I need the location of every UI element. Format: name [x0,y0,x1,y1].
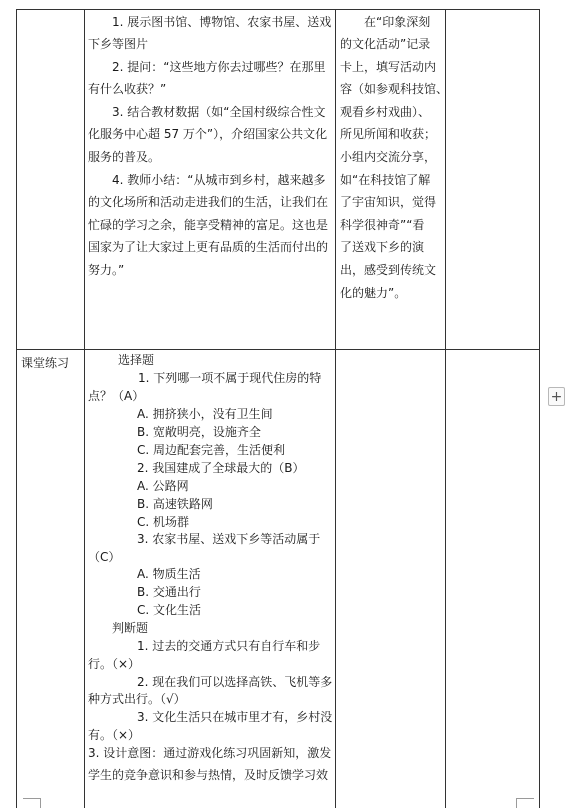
exercise-option: C. 周边配套完善，生活便利 [137,443,286,457]
section-label-classroom-practice: 课堂练习 [21,356,70,370]
teacher-text-line: 有什么收获？” [88,82,167,96]
teacher-text-line: 4. 教师小结：“从城市到乡村，越来越多 [112,173,326,187]
teacher-text-line: 国家为了让大家过上更有品质的生活而付出的 [88,240,329,254]
exercise-option: B. 交通出行 [137,585,201,599]
row-divider [16,349,540,350]
exercise-option: B. 高速铁路网 [137,497,213,511]
exercise-option: C. 文化生活 [137,603,202,617]
student-text-line: 化的魅力”。 [340,286,407,300]
table-top-border [16,9,540,10]
student-text-line: 在“印象深刻 [364,15,431,29]
student-text-line: 如“在科技馆了解 [340,173,431,187]
teacher-text-line: 2. 提问：“这些地方你去过哪些？在那里 [112,60,326,74]
exercise-line: 3. 农家书屋、送戏下乡等活动属于 [137,532,321,546]
plus-icon: + [550,388,563,405]
exercise-heading: 选择题 [118,353,155,367]
teacher-text-line: 3. 结合教材数据（如“全国村级综合性文 [112,105,326,119]
teacher-text-line: 化服务中心超 57 万个”），介绍国家公共文化 [88,127,328,141]
page-corner-mark [23,798,41,799]
teacher-text-line: 下乡等图片 [88,37,149,51]
student-text-line: 容（如参观科技馆、 [340,82,449,96]
exercise-line: 点？（A） [88,389,145,403]
teacher-text-line: 忙碌的学习之余，能享受精神的富足。这也是 [88,218,329,232]
exercise-line: 3. 文化生活只在城市里才有，乡村没 [137,710,333,724]
design-intent-line: 3. 设计意图：通过游戏化练习巩固新知，激发 [88,746,332,760]
exercise-option: B. 宽敞明亮，设施齐全 [137,425,261,439]
teacher-text-line: 的文化场所和活动走进我们的生活，让我们在 [88,195,329,209]
exercise-option: A. 公路网 [137,479,189,493]
column-divider-3 [445,9,446,808]
add-button[interactable] [548,387,565,406]
exercise-line: 种方式出行。（√） [88,692,186,706]
table-left-border [16,9,17,808]
column-divider-1 [84,9,85,808]
student-text-line: 小组内交流分享， [340,150,437,164]
student-text-line: 卡上，填写活动内 [340,60,437,74]
student-text-line: 了宇宙知识，觉得 [340,195,437,209]
page-corner-mark [40,798,41,808]
student-text-line: 出，感受到传统文 [340,263,437,277]
teacher-text-line: 服务的普及。 [88,150,161,164]
exercise-line: 2. 现在我们可以选择高铁、飞机等多 [137,675,333,689]
exercise-line: 1. 过去的交通方式只有自行车和步 [137,639,321,653]
page-corner-mark [516,798,534,799]
student-text-line: 的文化活动”记录 [340,37,431,51]
design-intent-line: 学生的竞争意识和参与热情，及时反馈学习效 [88,768,329,782]
exercise-option: A. 物质生活 [137,567,201,581]
student-text-line: 所见所闻和收获； [340,127,437,141]
exercise-option: A. 拥挤狭小，没有卫生间 [137,407,273,421]
teacher-text-line: 努力。” [88,263,125,277]
student-text-line: 了送戏下乡的演 [340,240,425,254]
exercise-line: 2. 我国建成了全球最大的（B） [137,461,305,475]
student-text-line: 观看乡村戏曲）、 [340,105,431,119]
page-corner-mark [516,798,517,808]
teacher-text-line: 1. 展示图书馆、博物馆、农家书屋、送戏 [112,15,332,29]
column-divider-2 [335,9,336,808]
exercise-line: 1. 下列哪一项不属于现代住房的特 [138,371,322,385]
student-text-line: 科学很神奇”“看 [340,218,425,232]
exercise-heading: 判断题 [112,621,149,635]
exercise-line: 有。（×） [88,728,141,742]
table-right-border [539,9,540,808]
exercise-line: （C） [88,550,121,564]
exercise-line: 行。（×） [88,657,141,671]
exercise-option: C. 机场群 [137,515,190,529]
